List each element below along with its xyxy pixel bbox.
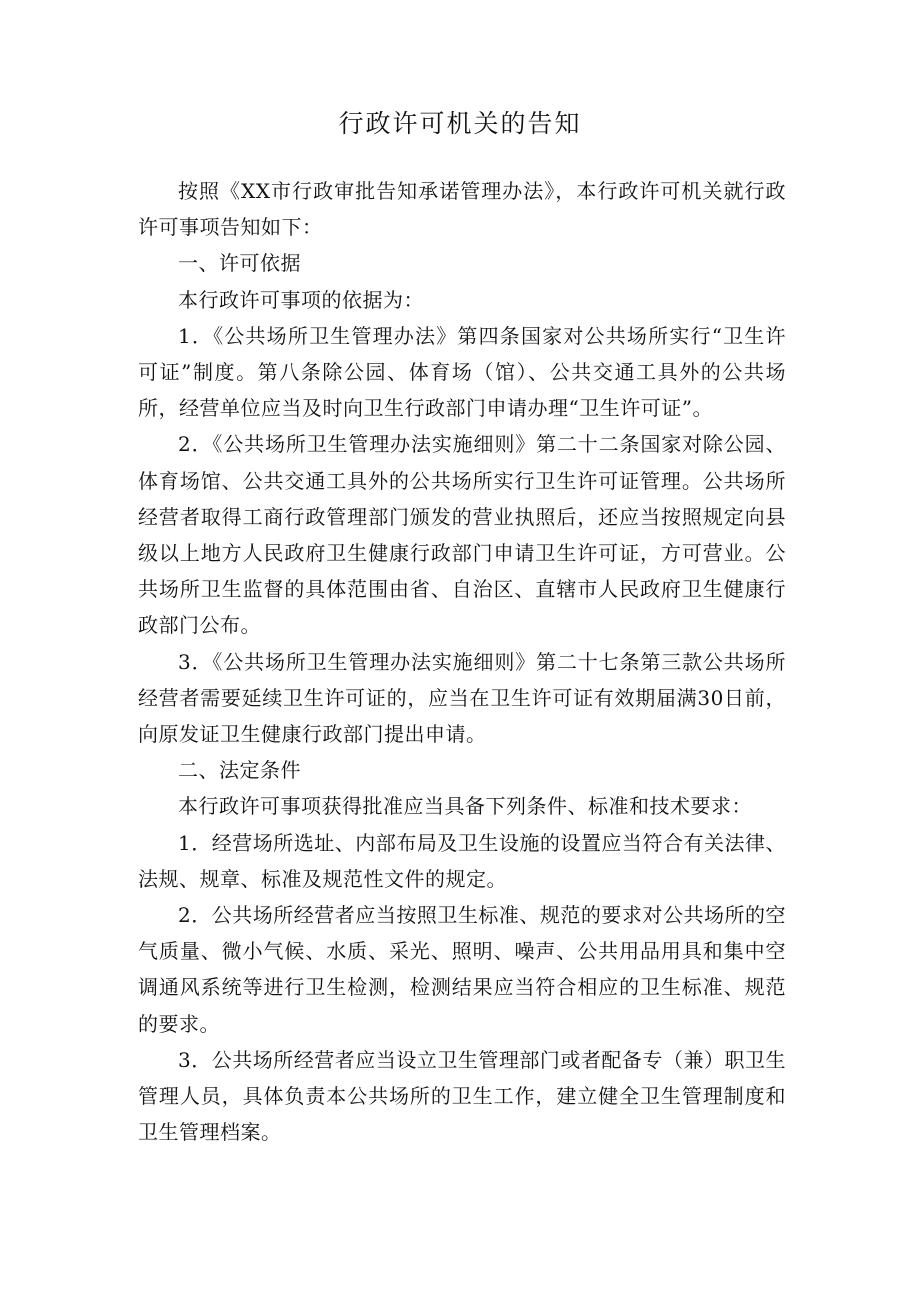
document-body <box>138 173 786 1150</box>
intro-paragraph: 按照《XX市行政审批告知承诺管理办法》，本行政许可机关就行政许可事项告知如下： <box>138 179 786 240</box>
condition-item-2: 2．公共场所经营者应当按照卫生标准、规范的要求对公共场所的空气质量、微小气候、水质、采光、照明、噪声、公共用品用具和集中空调通风系统等进行卫生检测，检测结果应当符合相应的卫生标准、规范的要求。 <box>138 903 786 1036</box>
basis-item-3: 3．《公共场所卫生管理办法实施细则》第二十七条第三款公共场所经营者需要延续卫生许可证的，应当在卫生许可证有效期届满30日前，向原发证卫生健康行政部门提出申请。 <box>138 649 786 747</box>
section-heading-legal-conditions: 二、法定条件 <box>178 758 301 783</box>
basis-item-1: 1．《公共场所卫生管理办法》第四条国家对公共场所实行“卫生许可证”制度。第八条除公园、体育场（馆）、公共交通工具外的公共场所，经营单位应当及时向卫生行政部门申请办理“卫生许可证”。 <box>138 323 786 421</box>
condition-item-1: 1．经营场所选址、内部布局及卫生设施的设置应当符合有关法律、法规、规章、标准及规范性文件的规定。 <box>138 830 786 891</box>
basis-lead-paragraph: 本行政许可事项的依据为： <box>178 287 424 312</box>
section-heading-license-basis: 一、许可依据 <box>178 251 301 276</box>
page-title: 行政许可机关的告知 <box>338 109 582 138</box>
conditions-lead-paragraph: 本行政许可事项获得批准应当具备下列条件、标准和技术要求： <box>178 794 752 819</box>
basis-item-2: 2．《公共场所卫生管理办法实施细则》第二十二条国家对除公园、体育场馆、公共交通工具外的公共场所实行卫生许可证管理。公共场所经营者取得工商行政管理部门颁发的营业执照后，还应当按照规定向县级以上地方人民政府卫生健康行政部门申请卫生许可证，方可营业。公共场所卫生监督的具体范围由省、自治区、直辖市人民政府卫生健康行政部门公布。 <box>138 432 786 638</box>
condition-item-3: 3．公共场所经营者应当设立卫生管理部门或者配备专（兼）职卫生管理人员，具体负责本公共场所的卫生工作，建立健全卫生管理制度和卫生管理档案。 <box>138 1047 786 1145</box>
